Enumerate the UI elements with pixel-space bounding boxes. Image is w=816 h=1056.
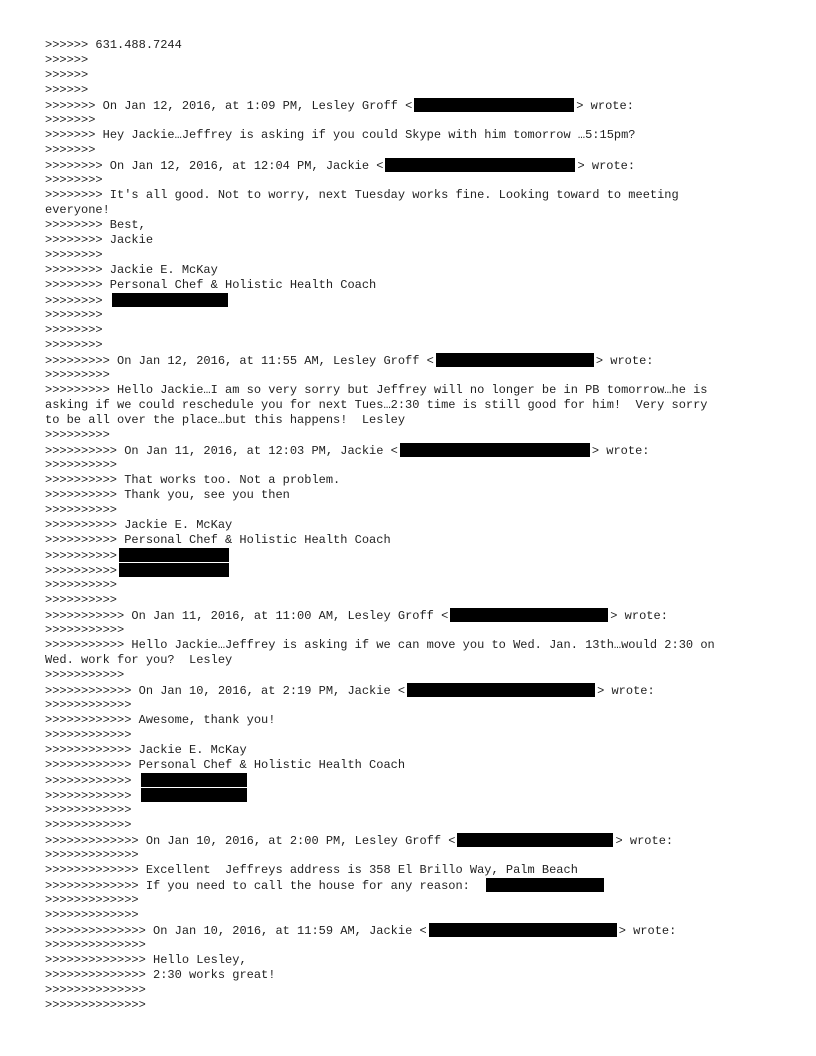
text-line bbox=[45, 473, 785, 488]
quote-marker: >>>>>>>>>>> bbox=[45, 609, 125, 623]
text-line bbox=[45, 668, 785, 683]
line-text-after-redaction: > wrote: bbox=[577, 159, 636, 173]
text-line bbox=[45, 68, 785, 83]
quote-marker: >>>>>>>>>>>>> bbox=[45, 848, 139, 862]
line-text: Hey Jackie…Jeffrey is asking if you could Skype with him tomorrow …5:15pm? bbox=[95, 128, 636, 142]
line-text: On Jan 12, 2016, at 11:55 AM, Lesley Groff < bbox=[109, 354, 434, 368]
text-line bbox=[45, 293, 785, 308]
quote-marker: >>>>>>>>>>>>> bbox=[45, 908, 139, 922]
quote-marker: >>>>>>>>>>>> bbox=[45, 789, 132, 803]
text-line bbox=[45, 428, 785, 443]
quote-marker: >>>>>>>>>>>> bbox=[45, 713, 132, 727]
text-line bbox=[45, 548, 785, 563]
redaction-block bbox=[119, 548, 229, 562]
line-text: Wed. work for you? Lesley bbox=[45, 653, 233, 667]
text-line bbox=[45, 443, 785, 458]
quote-marker: >>>>>>>>>>>> bbox=[45, 774, 132, 788]
quote-marker: >>>>>>>> bbox=[45, 294, 103, 308]
quote-marker: >>>>>> bbox=[45, 53, 89, 67]
text-line bbox=[45, 743, 785, 758]
quote-marker: >>>>>>>>>>>>>> bbox=[45, 983, 146, 997]
text-line bbox=[45, 263, 785, 278]
line-text: Hello Jackie…I am so very sorry but Jeffrey will no longer be in PB tomorrow…he is bbox=[109, 383, 708, 397]
quote-marker: >>>>>>>>>> bbox=[45, 503, 118, 517]
text-line bbox=[45, 833, 785, 848]
quote-marker: >>>>>>>>>>> bbox=[45, 668, 125, 682]
quote-marker: >>>>>>>>>>>>> bbox=[45, 893, 139, 907]
quote-marker: >>>>>>>>> bbox=[45, 383, 110, 397]
quote-marker: >>>>>>>>>>>>> bbox=[45, 879, 139, 893]
quote-marker: >>>>>>>>>> bbox=[45, 488, 118, 502]
quote-marker: >>>>>>>>>>>> bbox=[45, 803, 132, 817]
quote-marker: >>>>>>>>>> bbox=[45, 564, 118, 578]
text-line bbox=[45, 413, 785, 428]
redaction-block bbox=[436, 353, 594, 367]
quote-marker: >>>>>>>>> bbox=[45, 368, 110, 382]
text-line bbox=[45, 308, 785, 323]
line-text: On Jan 10, 2016, at 11:59 AM, Jackie < bbox=[145, 924, 427, 938]
quote-marker: >>>>>>>> bbox=[45, 308, 103, 322]
line-text: Thank you, see you then bbox=[117, 488, 290, 502]
line-text: Jackie E. McKay bbox=[117, 518, 233, 532]
text-line bbox=[45, 113, 785, 128]
line-text: 2:30 works great! bbox=[145, 968, 276, 982]
text-line bbox=[45, 338, 785, 353]
text-line bbox=[45, 353, 785, 368]
quote-marker: >>>>>>> bbox=[45, 143, 96, 157]
quote-marker: >>>>>>> bbox=[45, 99, 96, 113]
text-line bbox=[45, 248, 785, 263]
line-text: On Jan 12, 2016, at 12:04 PM, Jackie < bbox=[102, 159, 384, 173]
redaction-block bbox=[112, 293, 228, 307]
redaction-block bbox=[119, 563, 229, 577]
text-line bbox=[45, 728, 785, 743]
text-line bbox=[45, 953, 785, 968]
text-line bbox=[45, 938, 785, 953]
text-line bbox=[45, 518, 785, 533]
text-line bbox=[45, 128, 785, 143]
redaction-block bbox=[429, 923, 617, 937]
text-line bbox=[45, 773, 785, 788]
text-line bbox=[45, 578, 785, 593]
text-line bbox=[45, 608, 785, 623]
quote-marker: >>>>>>>>>>>> bbox=[45, 818, 132, 832]
redaction-block bbox=[457, 833, 613, 847]
text-line bbox=[45, 98, 785, 113]
quote-marker: >>>>>>>> bbox=[45, 263, 103, 277]
text-line bbox=[45, 968, 785, 983]
line-text: Hello Lesley, bbox=[145, 953, 247, 967]
line-text: On Jan 11, 2016, at 12:03 PM, Jackie < bbox=[117, 444, 398, 458]
line-text: Personal Chef & Holistic Health Coach bbox=[102, 278, 377, 292]
line-text-after-redaction: > wrote: bbox=[591, 444, 650, 458]
quote-marker: >>>>>>>>>> bbox=[45, 533, 118, 547]
email-thread-document bbox=[45, 38, 785, 1013]
line-text: On Jan 11, 2016, at 11:00 AM, Lesley Groff < bbox=[124, 609, 449, 623]
quote-marker: >>>>>>>> bbox=[45, 338, 103, 352]
line-text: Jackie E. McKay bbox=[131, 743, 247, 757]
quote-marker: >>>>>>>> bbox=[45, 248, 103, 262]
line-text: everyone! bbox=[45, 203, 110, 217]
text-line bbox=[45, 983, 785, 998]
quote-marker: >>>>>>>>>>>> bbox=[45, 684, 132, 698]
quote-marker: >>>>>> bbox=[45, 83, 89, 97]
line-text-after-redaction: > wrote: bbox=[615, 834, 674, 848]
text-line bbox=[45, 53, 785, 68]
quote-marker: >>>>>>>> bbox=[45, 233, 103, 247]
quote-marker: >>>>>>>>>> bbox=[45, 549, 118, 563]
text-line bbox=[45, 158, 785, 173]
text-line bbox=[45, 203, 785, 218]
text-line bbox=[45, 488, 785, 503]
text-line bbox=[45, 788, 785, 803]
line-text: Best, bbox=[102, 218, 146, 232]
text-line bbox=[45, 758, 785, 773]
line-text bbox=[131, 774, 138, 788]
line-text: to be all over the place…but this happens! Lesley bbox=[45, 413, 406, 427]
quote-marker: >>>>>>>>>> bbox=[45, 593, 118, 607]
line-text: Awesome, thank you! bbox=[131, 713, 276, 727]
text-line bbox=[45, 923, 785, 938]
text-line bbox=[45, 683, 785, 698]
quote-marker: >>>>>>>>>>>>> bbox=[45, 863, 139, 877]
text-line bbox=[45, 803, 785, 818]
redaction-block bbox=[400, 443, 590, 457]
text-line bbox=[45, 878, 785, 893]
line-text: Personal Chef & Holistic Health Coach bbox=[131, 758, 406, 772]
line-text: On Jan 10, 2016, at 2:00 PM, Lesley Groff < bbox=[138, 834, 456, 848]
line-text: Personal Chef & Holistic Health Coach bbox=[117, 533, 391, 547]
quote-marker: >>>>>>>>>> bbox=[45, 473, 118, 487]
quote-marker: >>>>>>>> bbox=[45, 323, 103, 337]
line-text: That works too. Not a problem. bbox=[117, 473, 341, 487]
line-text: Jackie bbox=[102, 233, 154, 247]
quote-marker: >>>>>>>>>> bbox=[45, 518, 118, 532]
quote-marker: >>>>>>>>>>>> bbox=[45, 758, 132, 772]
quote-marker: >>>>>>>> bbox=[45, 159, 103, 173]
quote-marker: >>>>>>>>>>>> bbox=[45, 728, 132, 742]
line-text: On Jan 10, 2016, at 2:19 PM, Jackie < bbox=[131, 684, 406, 698]
quote-marker: >>>>>>> bbox=[45, 113, 96, 127]
text-line bbox=[45, 563, 785, 578]
text-line bbox=[45, 593, 785, 608]
line-text: Excellent Jeffreys address is 358 El Brillo Way, Palm Beach bbox=[138, 863, 578, 877]
redaction-block bbox=[141, 773, 247, 787]
quote-marker: >>>>>>>> bbox=[45, 218, 103, 232]
quote-marker: >>>>>>>>> bbox=[45, 354, 110, 368]
text-line bbox=[45, 233, 785, 248]
quote-marker: >>>>>> bbox=[45, 68, 89, 82]
quote-marker: >>>>>>>>>>>>>> bbox=[45, 998, 146, 1012]
quote-marker: >>>>>>>>>>>>>> bbox=[45, 938, 146, 952]
quote-marker: >>>>>>>> bbox=[45, 173, 103, 187]
text-line bbox=[45, 143, 785, 158]
text-line bbox=[45, 458, 785, 473]
text-line bbox=[45, 623, 785, 638]
line-text: Hello Jackie…Jeffrey is asking if we can move you to Wed. Jan. 13th…would 2:30 on bbox=[124, 638, 715, 652]
text-line bbox=[45, 713, 785, 728]
text-line bbox=[45, 323, 785, 338]
redaction-block bbox=[486, 878, 604, 892]
quote-marker: >>>>>>>>>>> bbox=[45, 623, 125, 637]
redaction-block bbox=[450, 608, 608, 622]
line-text: asking if we could reschedule you for next Tues…2:30 time is still good for him! Very sorry bbox=[45, 398, 708, 412]
quote-marker: >>>>>>>>>> bbox=[45, 578, 118, 592]
quote-marker: >>>>>>> bbox=[45, 128, 96, 142]
quote-marker: >>>>>> bbox=[45, 38, 89, 52]
line-text: If you need to call the house for any reason: bbox=[138, 879, 485, 893]
text-line bbox=[45, 383, 785, 398]
quote-marker: >>>>>>>>>> bbox=[45, 444, 118, 458]
redaction-block bbox=[407, 683, 595, 697]
text-line bbox=[45, 893, 785, 908]
text-line bbox=[45, 908, 785, 923]
quote-marker: >>>>>>>>>>>>>> bbox=[45, 924, 146, 938]
text-line bbox=[45, 278, 785, 293]
text-line bbox=[45, 83, 785, 98]
text-line bbox=[45, 218, 785, 233]
redaction-block bbox=[141, 788, 247, 802]
text-line bbox=[45, 533, 785, 548]
quote-marker: >>>>>>>> bbox=[45, 278, 103, 292]
redaction-block bbox=[414, 98, 574, 112]
line-text-after-redaction: > wrote: bbox=[610, 609, 668, 623]
line-text: On Jan 12, 2016, at 1:09 PM, Lesley Groff < bbox=[95, 99, 413, 113]
line-text-after-redaction: > wrote: bbox=[595, 354, 654, 368]
redaction-block bbox=[385, 158, 575, 172]
text-line bbox=[45, 638, 785, 653]
text-line bbox=[45, 653, 785, 668]
text-line bbox=[45, 368, 785, 383]
quote-marker: >>>>>>>>> bbox=[45, 428, 110, 442]
quote-marker: >>>>>>>>>>>> bbox=[45, 698, 132, 712]
text-line bbox=[45, 173, 785, 188]
quote-marker: >>>>>>>>>>>>> bbox=[45, 834, 139, 848]
text-line bbox=[45, 38, 785, 53]
line-text bbox=[131, 789, 138, 803]
text-line bbox=[45, 188, 785, 203]
quote-marker: >>>>>>>> bbox=[45, 188, 103, 202]
line-text-after-redaction: > wrote: bbox=[576, 99, 634, 113]
text-line bbox=[45, 863, 785, 878]
quote-marker: >>>>>>>>>>>>>> bbox=[45, 953, 146, 967]
text-line bbox=[45, 848, 785, 863]
line-text-after-redaction: > wrote: bbox=[597, 684, 655, 698]
line-text bbox=[103, 294, 110, 308]
quote-marker: >>>>>>>>>> bbox=[45, 458, 118, 472]
line-text-after-redaction: > wrote: bbox=[618, 924, 677, 938]
line-text: It's all good. Not to worry, next Tuesday works fine. Looking toward to meeting bbox=[102, 188, 679, 202]
text-line bbox=[45, 398, 785, 413]
quote-marker: >>>>>>>>>>> bbox=[45, 638, 125, 652]
line-text: 631.488.7244 bbox=[88, 38, 182, 52]
text-line bbox=[45, 698, 785, 713]
text-line bbox=[45, 818, 785, 833]
quote-marker: >>>>>>>>>>>>>> bbox=[45, 968, 146, 982]
quote-marker: >>>>>>>>>>>> bbox=[45, 743, 132, 757]
text-line bbox=[45, 998, 785, 1013]
line-text: Jackie E. McKay bbox=[102, 263, 218, 277]
text-line bbox=[45, 503, 785, 518]
